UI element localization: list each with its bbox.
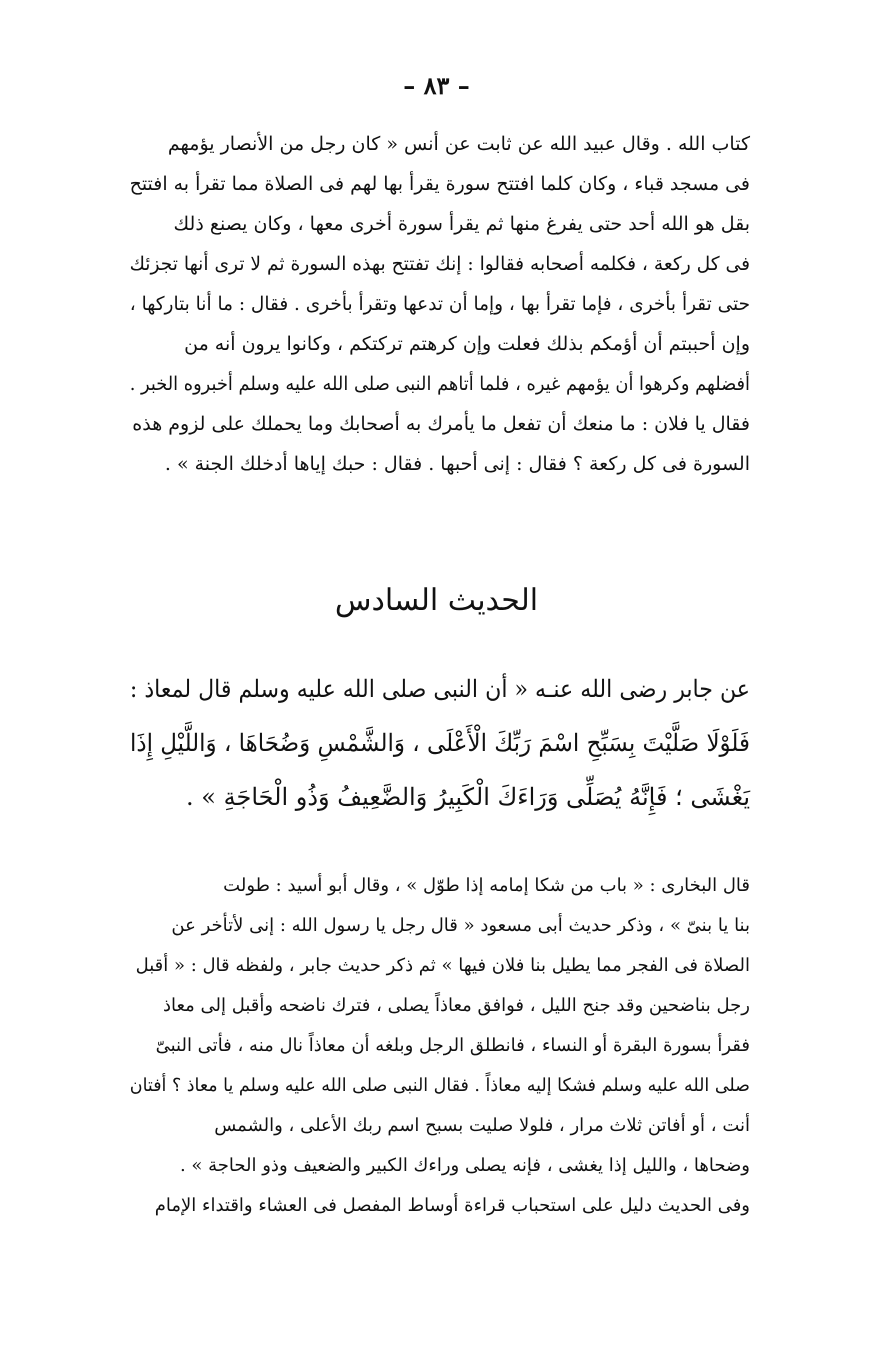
hadith-line: عن جابر رضى الله عنـه « أن النبى صلى الله عليه وسلم قال لمعاذ : bbox=[129, 675, 751, 703]
text-block-continuation bbox=[130, 124, 750, 484]
commentary-line: قال البخارى : « باب من شكا إمامه إذا طوّل » ، وقال أبو أسيد : طولت bbox=[223, 875, 750, 896]
commentary-line: رجل بناضحين وقد جنح الليل ، فوافق معاذاً يصلى ، فترك ناضحه وأقبل إلى معاذ bbox=[162, 995, 750, 1016]
section-heading: الحديث السادس bbox=[334, 583, 539, 618]
text-line: فى مسجد قباء ، وكان كلما افتتح سورة يقرأ بها لهم فى الصلاة مما تقرأ به افتتح bbox=[129, 173, 751, 195]
commentary-line: وضحاها ، والليل إذا يغشى ، فإنه يصلى وراءك الكبير والضعيف وذو الحاجة » . bbox=[179, 1155, 750, 1176]
text-line: بقل هو الله أحد حتى يفرغ منها ثم يقرأ سورة أخرى معها ، وكان يصنع ذلك bbox=[173, 213, 750, 235]
commentary-line: بنا يا بنىّ » ، وذكر حديث أبى مسعود « قال رجل يا رسول الله : إنى لأتأخر عن bbox=[171, 915, 750, 936]
commentary-line: فقرأ بسورة البقرة أو النساء ، فانطلق الرجل وبلغه أن معاذاً نال منه ، فأتى النبىّ bbox=[155, 1035, 750, 1056]
text-line: السورة فى كل ركعة ؟ فقال : إنى أحبها . فقال : حبك إياها أدخلك الجنة » . bbox=[164, 453, 750, 475]
text-line: فقال يا فلان : ما منعك أن تفعل ما يأمرك به أصحابك وما يحملك على لزوم هذه bbox=[132, 413, 750, 435]
hadith-text-block bbox=[130, 662, 750, 824]
hadith-line: فَلَوْلَا صَلَّيْتَ بِسَبِّحِ اسْمَ رَبِّكَ الْأَعْلَى ، وَالشَّمْسِ وَضُحَاهَا ، وَاللَّيْلِ إِذَا bbox=[129, 729, 751, 757]
commentary-line: أنت ، أو أفاتن ثلاث مرار ، فلولا صليت بسبح اسم ربك الأعلى ، والشمس bbox=[214, 1115, 750, 1136]
commentary-line: صلى الله عليه وسلم فشكا إليه معاذاً . فقال النبى صلى الله عليه وسلم يا معاذ ؟ أفتان bbox=[129, 1075, 750, 1096]
text-line: حتى تقرأ بأخرى ، فإما تقرأ بها ، وإما أن تدعها وتقرأ بأخرى . فقال : ما أنا بتاركها ، bbox=[129, 293, 750, 315]
text-line: فى كل ركعة ، فكلمه أصحابه فقالوا : إنك تفتتح بهذه السورة ثم لا ترى أنها تجزئك bbox=[129, 253, 750, 275]
commentary-line: الصلاة فى الفجر مما يطيل بنا فلان فيها » ثم ذكر حديث جابر ، ولفظه قال : « أقبل bbox=[135, 955, 750, 976]
commentary-text-block bbox=[130, 866, 750, 1226]
commentary-line: وفى الحديث دليل على استحباب قراءة أوساط المفصل فى العشاء واقتداء الإمام bbox=[154, 1195, 750, 1216]
hadith-line: يَغْشَى ؛ فَإِنَّهُ يُصَلِّى وَرَاءَكَ الْكَبِيرُ وَالضَّعِيفُ وَذُو الْحَاجَةِ » . bbox=[186, 783, 750, 811]
text-line: أفضلهم وكرهوا أن يؤمهم غيره ، فلما أتاهم النبى صلى الله عليه وسلم أخبروه الخبر . bbox=[129, 373, 750, 395]
text-line: وإن أحببتم أن أؤمكم بذلك فعلت وإن كرهتم تركتكم ، وكانوا يرون أنه من bbox=[184, 333, 750, 355]
text-line: كتاب الله . وقال عبيد الله عن ثابت عن أنس « كان رجل من الأنصار يؤمهم bbox=[167, 133, 750, 155]
page-number: – ٨٣ – bbox=[403, 71, 470, 100]
